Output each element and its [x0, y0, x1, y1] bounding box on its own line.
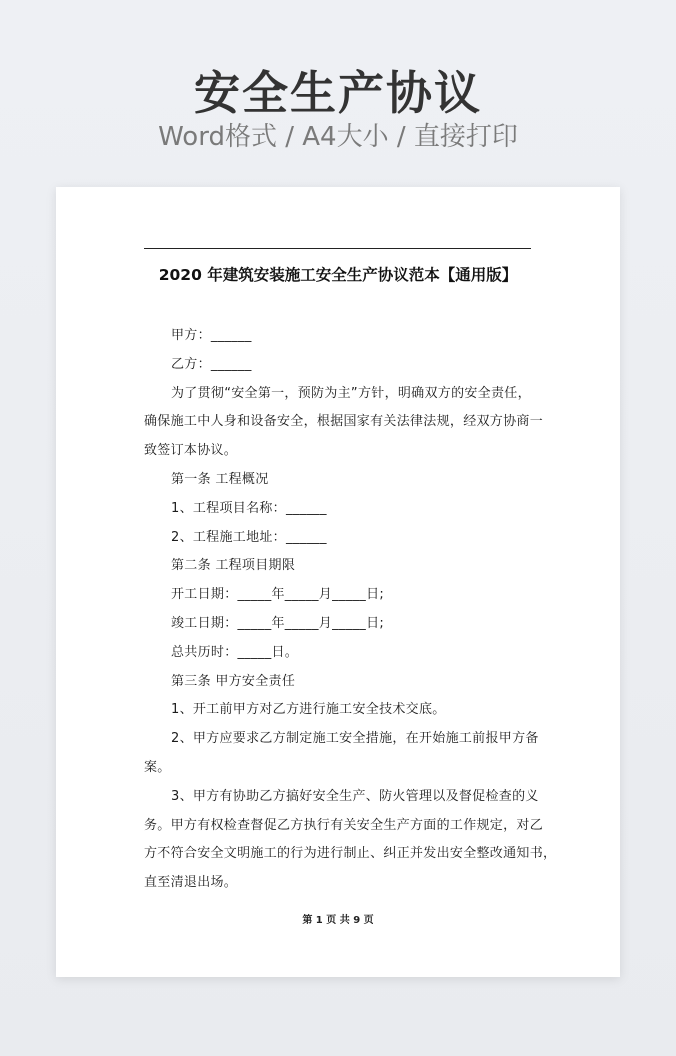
document-page — [56, 187, 620, 977]
paragraph-line: 直至清退出场。 — [144, 875, 238, 891]
section-heading: 第一条 工程概况 — [171, 471, 269, 487]
page-number: 第 1 页 共 9 页 — [302, 915, 374, 926]
banner-subtitle: Word格式 / A4大小 / 直接打印 — [158, 122, 518, 152]
section-heading: 第三条 甲方安全责任 — [171, 673, 296, 689]
paragraph-line: 1、开工前甲方对乙方进行施工安全技术交底。 — [171, 702, 446, 718]
banner-title: 安全生产协议 — [194, 66, 482, 120]
paragraph-line: 竣工日期：_____年_____月_____日; — [171, 615, 385, 631]
paragraph-line: 3、甲方有协助乙方搞好安全生产、防火管理以及督促检查的义 — [171, 788, 539, 804]
paragraph-line: 2、甲方应要求乙方制定施工安全措施，在开始施工前报甲方备 — [171, 731, 539, 747]
party-b-line: 乙方：______ — [171, 356, 252, 372]
paragraph-line: 致签订本协议。 — [144, 443, 238, 459]
party-a-line: 甲方：______ — [171, 328, 252, 343]
document-title: 2020 年建筑安装施工安全生产协议范本【通用版】 — [158, 266, 518, 284]
paragraph-line: 确保施工中人身和设备安全，根据国家有关法律法规，经双方协商一 — [144, 414, 544, 430]
section-heading: 第二条 工程项目期限 — [171, 558, 296, 574]
paragraph-line: 方不符合安全文明施工的行为进行制止、纠正并发出安全整改通知书， — [144, 846, 557, 862]
header-rule — [144, 248, 531, 249]
document-body — [144, 322, 557, 898]
paragraph-line: 2、工程施工地址：______ — [171, 529, 327, 545]
paragraph-line: 为了贯彻“安全第一，预防为主”方针，明确双方的安全责任， — [171, 385, 531, 401]
paragraph-line: 案。 — [144, 759, 171, 775]
paragraph-line: 务。甲方有权检查督促乙方执行有关安全生产方面的工作规定，对乙 — [144, 817, 544, 833]
paragraph-line: 开工日期：_____年_____月_____日; — [171, 587, 385, 603]
paragraph-line: 总共历时：_____日。 — [171, 644, 299, 660]
paragraph-line: 1、工程项目名称：______ — [171, 500, 327, 516]
